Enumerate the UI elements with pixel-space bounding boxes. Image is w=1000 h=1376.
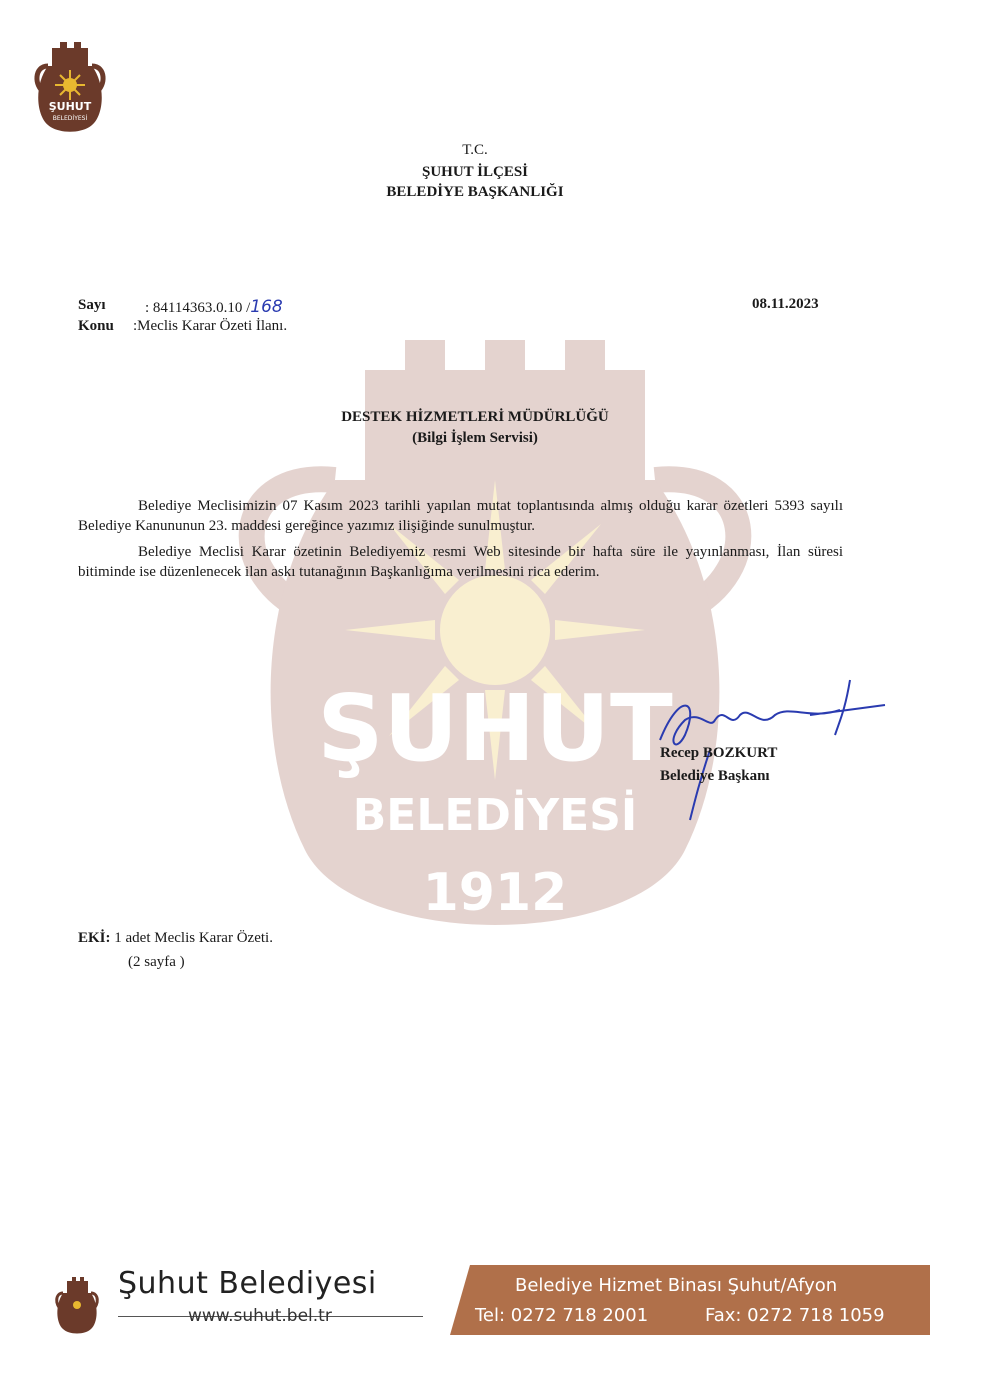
body-paragraph-1: Belediye Meclisimizin 07 Kasım 2023 tarihli yapılan mutat toplantısında almış olduğu karar özetleri 5393 sayılı Belediye Kanununun 23. maddesi gereğince yazımız ilişiğinde sunulmuştur. [78,498,843,534]
footer-website: www.suhut.bel.tr [188,1306,332,1326]
document-date: 08.11.2023 [752,296,819,312]
sayi-number: : 84114363.0.10 / [145,300,251,316]
konu-label: Konu [78,318,114,334]
header-tc: T.C. [462,142,488,158]
header-office: BELEDİYE BAŞKANLIĞI [386,184,564,200]
suhut-logo [34,40,106,135]
logo-text: ŞUHUT [48,100,92,113]
sayi-handwritten: 168 [250,297,283,317]
footer-brand: Şuhut Belediyesi [118,1266,377,1301]
footer-address: Belediye Hizmet Binası Şuhut/Afyon [515,1275,838,1296]
signatory-title: Belediye Başkanı [660,768,770,784]
attachments-label: EKİ: [78,930,111,946]
sayi-label: Sayı [78,297,106,313]
header-district: ŞUHUT İLÇESİ [421,164,529,180]
body-paragraph-2: Belediye Meclisi Karar özetinin Belediyemiz resmi Web sitesinde bir hafta süre ile yayınlanması, İlan süresi bitiminde ise düzenlenecek ilan askı tutanağının Başkanlığıma verilmesini rica ederim. [78,544,843,580]
logo-subtitle: BELEDİYESİ [52,115,88,122]
signatory-name: Recep BOZKURT [660,745,778,761]
watermark-year: 1912 [422,863,568,923]
sayi-value [145,297,283,317]
footer-phone: Tel: 0272 718 2001 [475,1305,649,1326]
watermark-emblem [215,330,778,970]
recipient-service: (Bilgi İşlem Servisi) [412,430,538,446]
footer-fax: Fax: 0272 718 1059 [705,1305,885,1326]
recipient-department: DESTEK HİZMETLERİ MÜDÜRLÜĞÜ [341,409,609,425]
watermark-subtitle: BELEDİYESİ [352,790,638,841]
watermark-text: ŞUHUT [317,675,673,782]
footer-logo [55,1275,99,1335]
attachments-pages: (2 sayfa ) [128,954,185,970]
konu-value: :Meclis Karar Özeti İlanı. [133,318,288,334]
attachments-item: 1 adet Meclis Karar Özeti. [114,930,273,946]
attachments [78,930,273,947]
